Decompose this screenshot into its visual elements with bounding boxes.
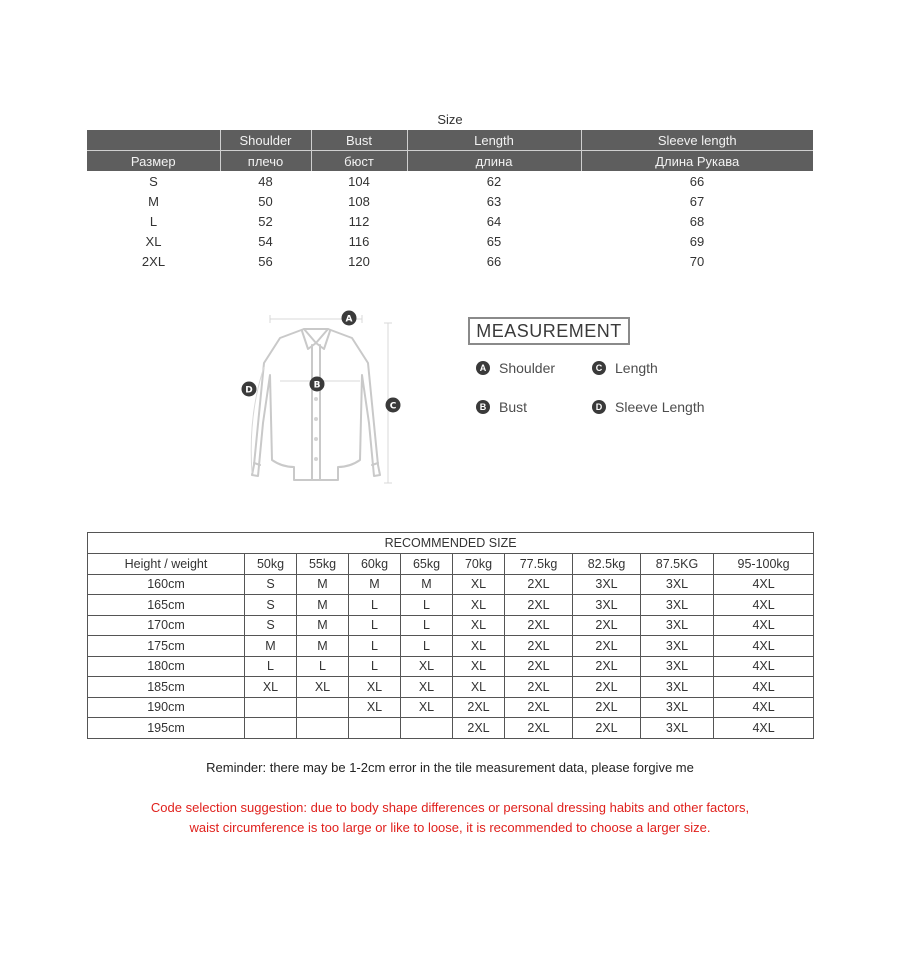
size-cell: 4XL	[714, 718, 814, 739]
size-label-cell: XL	[145, 233, 162, 249]
size-cell: 2XL	[573, 656, 641, 677]
measurement-cell: 65	[486, 233, 502, 249]
height-cell: 170cm	[88, 615, 245, 636]
measurement-cell: 54	[258, 233, 273, 249]
header-cell: Размер	[87, 151, 220, 172]
size-cell: L	[401, 615, 453, 636]
size-cell: 3XL	[641, 574, 714, 595]
size-cell: M	[349, 574, 401, 595]
measurement-cell: 104	[348, 173, 370, 189]
measurement-cell: 62	[486, 173, 502, 189]
header-cell: Shoulder	[220, 130, 311, 151]
size-cell	[245, 718, 297, 739]
size-cell: 2XL	[505, 636, 573, 657]
measurement-cell: 112	[348, 213, 370, 229]
table-row	[87, 211, 813, 231]
size-cell: XL	[401, 677, 453, 698]
table-row	[88, 636, 814, 657]
header-cell: 87.5KG	[641, 554, 714, 575]
size-cell: XL	[401, 697, 453, 718]
size-cell: XL	[453, 656, 505, 677]
header-cell: 50kg	[245, 554, 297, 575]
header-cell: 55kg	[297, 554, 349, 575]
size-cell: L	[349, 595, 401, 616]
reminder-text: Reminder: there may be 1-2cm error in the tile measurement data, please forgive me	[206, 760, 694, 775]
size-chart-header-ru	[87, 151, 813, 172]
table-row	[88, 615, 814, 636]
table-row	[88, 718, 814, 739]
size-cell: 2XL	[453, 718, 505, 739]
badge-d-icon: D	[592, 400, 606, 414]
measurement-cell: 56	[258, 253, 273, 269]
size-cell: S	[245, 574, 297, 595]
header-cell: 70kg	[453, 554, 505, 575]
size-cell: 2XL	[573, 697, 641, 718]
size-label-cell: M	[148, 193, 159, 209]
size-cell: 2XL	[505, 615, 573, 636]
size-cell: 4XL	[714, 615, 814, 636]
table-row	[88, 656, 814, 677]
header-cell: плечо	[220, 151, 311, 172]
table-row	[88, 697, 814, 718]
measurement-cell: 66	[486, 253, 502, 269]
height-cell: 180cm	[88, 656, 245, 677]
size-chart-table	[87, 130, 813, 271]
legend-bust	[476, 399, 527, 415]
size-cell: M	[297, 636, 349, 657]
size-cell	[297, 697, 349, 718]
diagram-badge-d: D	[245, 385, 253, 396]
size-cell: 2XL	[453, 697, 505, 718]
size-cell: 2XL	[505, 677, 573, 698]
size-cell: XL	[453, 677, 505, 698]
size-cell: M	[401, 574, 453, 595]
header-cell: 95-100kg	[714, 554, 814, 575]
legend-shoulder	[476, 360, 555, 376]
size-cell: XL	[297, 677, 349, 698]
height-cell: 195cm	[88, 718, 245, 739]
table-row	[87, 231, 813, 251]
badge-b-icon: B	[476, 400, 490, 414]
diagram-badge-a: A	[345, 314, 353, 325]
size-cell: 3XL	[573, 595, 641, 616]
header-cell: Bust	[311, 130, 407, 151]
table-row	[87, 171, 813, 191]
size-cell: XL	[245, 677, 297, 698]
size-suggestion-text: Code selection suggestion: due to body shape differences or personal dressing habits and other factors, waist circumference is too large or like to loose, it is recommended to choose a larger size.	[150, 800, 750, 835]
size-cell: L	[349, 656, 401, 677]
measurement-cell: 52	[258, 213, 273, 229]
size-cell: 4XL	[714, 636, 814, 657]
size-cell: 2XL	[505, 574, 573, 595]
header-cell	[87, 130, 220, 151]
header-cell: 77.5kg	[505, 554, 573, 575]
size-cell: XL	[453, 615, 505, 636]
size-label-cell: L	[149, 213, 158, 229]
size-cell: 2XL	[505, 718, 573, 739]
header-cell: Height / weight	[88, 554, 245, 575]
size-chart-caption: Size	[437, 112, 463, 127]
size-cell: 3XL	[641, 636, 714, 657]
measurement-cell: 68	[689, 213, 705, 229]
size-cell: XL	[349, 697, 401, 718]
size-cell: L	[245, 656, 297, 677]
size-cell: 3XL	[641, 718, 714, 739]
measurement-cell: 66	[689, 173, 705, 189]
size-label-cell: S	[149, 173, 158, 189]
size-cell: 2XL	[573, 718, 641, 739]
size-cell: 2XL	[573, 636, 641, 657]
measurement-cell: 108	[348, 193, 370, 209]
size-cell: 3XL	[641, 615, 714, 636]
header-cell: 65kg	[401, 554, 453, 575]
recommended-title-row	[88, 533, 814, 554]
legend-label: Bust	[499, 399, 528, 415]
size-cell: M	[245, 636, 297, 657]
measurement-cell: 67	[689, 193, 705, 209]
height-cell: 185cm	[88, 677, 245, 698]
size-cell: 3XL	[641, 697, 714, 718]
header-cell: Длина Рукава	[581, 151, 813, 172]
legend-label: Shoulder	[499, 360, 556, 376]
recommended-header-row	[88, 554, 814, 575]
header-cell: бюст	[311, 151, 407, 172]
measurement-cell: 70	[689, 253, 705, 269]
size-cell: 4XL	[714, 656, 814, 677]
measurement-cell: 64	[486, 213, 502, 229]
size-cell: 3XL	[641, 677, 714, 698]
size-cell: M	[297, 595, 349, 616]
measurement-cell: 63	[486, 193, 502, 209]
size-cell: 2XL	[505, 595, 573, 616]
size-cell: 2XL	[505, 656, 573, 677]
size-cell: 4XL	[714, 697, 814, 718]
legend-length	[592, 360, 658, 376]
measurement-cell: 69	[689, 233, 705, 249]
header-cell: 82.5kg	[573, 554, 641, 575]
size-cell: 4XL	[714, 595, 814, 616]
size-cell: L	[401, 595, 453, 616]
height-cell: 175cm	[88, 636, 245, 657]
size-cell: XL	[453, 574, 505, 595]
recommended-title: RECOMMENDED SIZE	[88, 533, 814, 554]
size-cell: 3XL	[641, 595, 714, 616]
diagram-badge-b: B	[313, 380, 321, 391]
size-cell: S	[245, 615, 297, 636]
table-row	[88, 595, 814, 616]
badge-c-icon: C	[592, 361, 606, 375]
size-cell: 2XL	[573, 615, 641, 636]
table-row	[88, 574, 814, 595]
legend-label: Sleeve Length	[615, 399, 705, 415]
size-cell: 3XL	[641, 656, 714, 677]
size-label-cell: 2XL	[141, 253, 166, 269]
header-cell: Sleeve length	[581, 130, 813, 151]
header-cell: 60kg	[349, 554, 401, 575]
size-cell: 3XL	[573, 574, 641, 595]
size-cell: L	[349, 615, 401, 636]
header-cell: Length	[407, 130, 581, 151]
size-cell: L	[297, 656, 349, 677]
measurement-title: MEASUREMENT	[468, 317, 630, 345]
size-cell	[297, 718, 349, 739]
table-row	[87, 251, 813, 271]
size-cell: L	[349, 636, 401, 657]
size-cell: L	[401, 636, 453, 657]
shirt-measurement-diagram	[228, 305, 408, 490]
size-cell: S	[245, 595, 297, 616]
size-cell	[401, 718, 453, 739]
measurement-cell: 116	[348, 233, 370, 249]
size-cell	[245, 697, 297, 718]
size-cell	[349, 718, 401, 739]
measurement-cell: 50	[258, 193, 273, 209]
table-row	[87, 191, 813, 211]
size-cell: XL	[349, 677, 401, 698]
badge-a-icon: A	[476, 361, 490, 375]
measurement-cell: 48	[258, 173, 273, 189]
measurement-cell: 120	[348, 253, 370, 269]
size-cell: M	[297, 615, 349, 636]
size-cell: M	[297, 574, 349, 595]
header-cell: длина	[407, 151, 581, 172]
recommended-size-table	[87, 532, 814, 739]
height-cell: 160cm	[88, 574, 245, 595]
height-cell: 190cm	[88, 697, 245, 718]
size-cell: XL	[453, 595, 505, 616]
diagram-badge-c: C	[389, 401, 397, 412]
size-cell: XL	[401, 656, 453, 677]
size-cell: 4XL	[714, 677, 814, 698]
size-chart-header-en	[87, 130, 813, 151]
size-cell: XL	[453, 636, 505, 657]
legend-sleeve-length	[592, 399, 705, 415]
size-cell: 2XL	[573, 677, 641, 698]
height-cell: 165cm	[88, 595, 245, 616]
size-cell: 4XL	[714, 574, 814, 595]
table-row	[88, 677, 814, 698]
legend-label: Length	[615, 360, 658, 376]
size-cell: 2XL	[505, 697, 573, 718]
